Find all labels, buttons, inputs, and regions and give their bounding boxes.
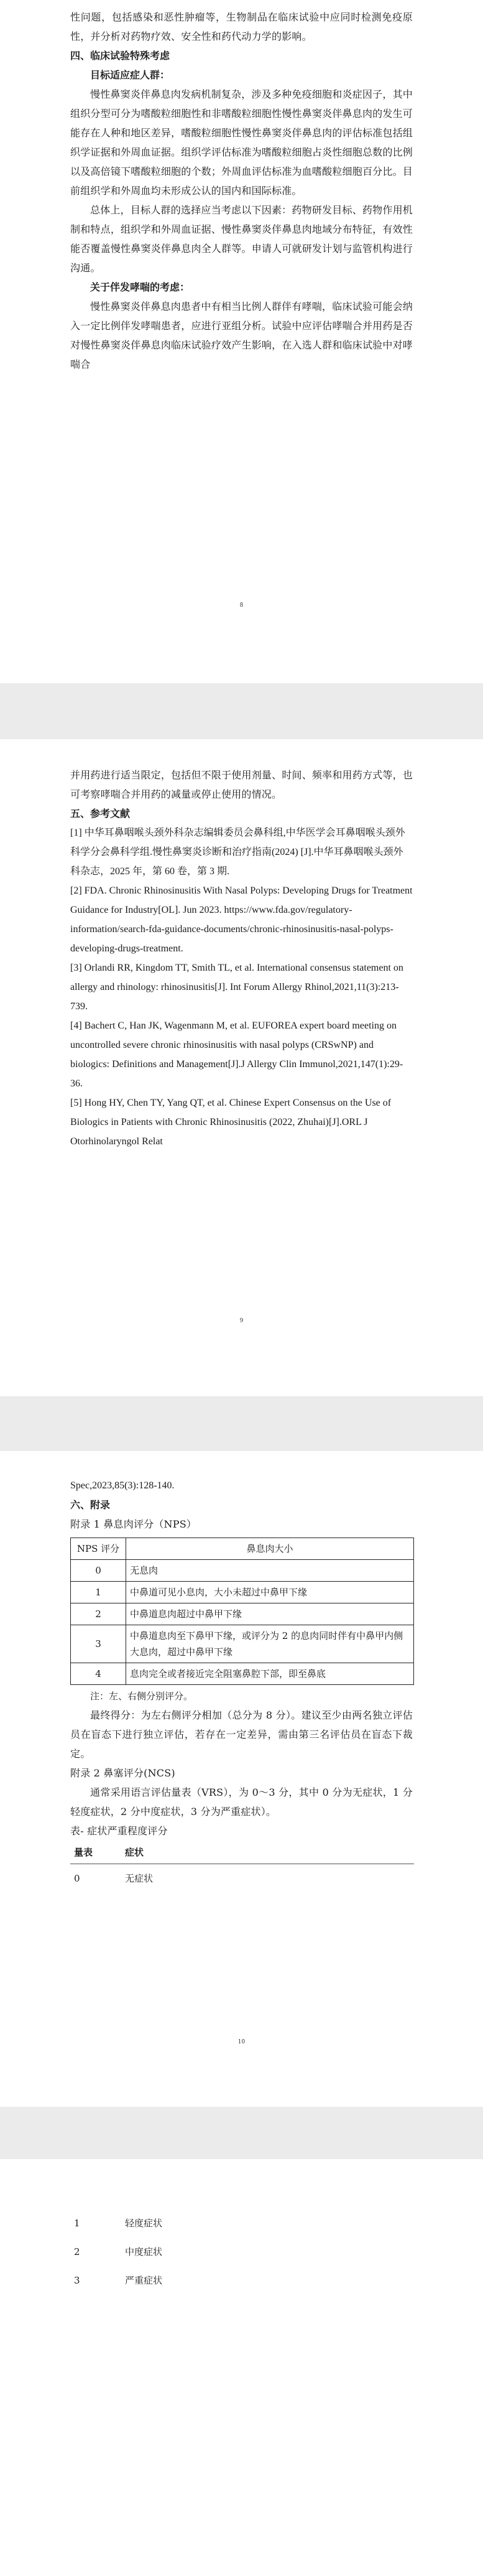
nps-description: 中鼻道息肉至下鼻甲下缘，或评分为 2 的息肉同时伴有中鼻甲内侧大息肉，超过中鼻甲下缘: [126, 1625, 414, 1663]
paragraph-continuation: 并用药进行适当限定，包括但不限于使用剂量、时间、频率和用药方式等，也可考察哮喘合并用药的减量或停止使用的情况。: [70, 769, 413, 800]
symptom-score: 2: [74, 2246, 80, 2257]
page-number: 10: [237, 2039, 246, 2045]
nps-header-size: 鼻息肉大小: [126, 1538, 414, 1560]
table-caption: 表- 症状严重程度评分: [70, 1825, 168, 1837]
appendix-2-title: 附录 2 鼻塞评分(NCS): [70, 1767, 175, 1779]
appendix-1-title: 附录 1 鼻息肉评分（NPS）: [70, 1518, 197, 1530]
reference-1: [1] 中华耳鼻咽喉头颈外科杂志编辑委员会鼻科组,中华医学会耳鼻咽喉头颈外科学分会鼻科学组.慢性鼻窦炎诊断和治疗指南(2024) [J].中华耳鼻咽喉头颈外科杂志，2025 年，第 60 卷，第 3 期.: [70, 828, 405, 877]
nps-header-score: NPS 评分: [71, 1538, 126, 1560]
symptom-header-symptom: 症状: [121, 1841, 414, 1864]
symptom-score: 0: [74, 1873, 80, 1884]
nps-score: 3: [71, 1625, 126, 1663]
document-page-8: [0, 0, 483, 683]
reference-2: [2] FDA. Chronic Rhinosinusitis With Nasal Polyps: Developing Drugs for Treatment Guidance for Industry[OL]. Jun 2023. https://www.fda.gov/regulatory-information/search-fda-guidance-documents/chronic-rhinosinusitis-nasal-polyps-developing-drugs-treatment.: [70, 885, 413, 954]
page-number: 9: [239, 1318, 244, 1324]
symptom-score: 3: [74, 2275, 80, 2286]
section-heading-references: 五、参考文献: [70, 808, 131, 819]
nps-description: 无息肉: [126, 1560, 414, 1582]
table-row: [70, 2209, 414, 2238]
page-number: 8: [239, 602, 244, 609]
table-row: [71, 1582, 414, 1603]
document-page-10: [0, 1451, 483, 2107]
nps-description: 中鼻道可见小息肉，大小未超过中鼻甲下缘: [126, 1582, 414, 1603]
symptom-label: 严重症状: [125, 2275, 163, 2286]
table-row: [70, 1864, 414, 1893]
document-page-9: [0, 739, 483, 1396]
nps-description: 息肉完全或者接近完全阻塞鼻腔下部，即至鼻底: [126, 1663, 414, 1685]
paragraph-continuation: 性问题，包括感染和恶性肿瘤等，生物制品在临床试验中应同时检测免疫原性，并分析对药物疗效、安全性和药代动力学的影响。: [70, 11, 413, 42]
symptom-label: 轻度症状: [125, 2218, 163, 2229]
nps-score: 2: [71, 1603, 126, 1625]
symptom-severity-table-continued: [70, 2209, 414, 2295]
nps-score: 0: [71, 1560, 126, 1582]
table-row: [71, 1560, 414, 1582]
symptom-severity-table: [70, 1841, 414, 1893]
reference-3: [3] Orlandi RR, Kingdom TT, Smith TL, et al. International consensus statement on allergy and rhinology: rhinosinusitis[J]. Int Forum Allergy Rhinol,2021,11(3):213-739.: [70, 963, 403, 1012]
nps-score: 4: [71, 1663, 126, 1685]
nps-score: 1: [71, 1582, 126, 1603]
table-row: [71, 1625, 414, 1663]
symptom-header-scale: 量表: [70, 1841, 121, 1864]
subheading-target-population: 目标适应症人群：: [90, 69, 170, 81]
section-heading-appendix: 六、附录: [70, 1499, 111, 1511]
document-page-11: [0, 2159, 483, 2576]
table-row: [70, 2238, 414, 2266]
paragraph-asthma: 慢性鼻窦炎伴鼻息肉患者中有相当比例人群伴有哮喘，临床试验可能会纳入一定比例伴发哮喘患者，应进行亚组分析。试验中应评估哮喘合并用药是否对慢性鼻窦炎伴鼻息肉临床试验疗效产生影响，在入选人群和临床试验中对哮喘合: [70, 301, 413, 370]
table-row: [71, 1663, 414, 1685]
section-heading-clinical-trial: 四、临床试验特殊考虑: [70, 50, 170, 62]
paragraph-target-population: 慢性鼻窦炎伴鼻息肉发病机制复杂，涉及多种免疫细胞和炎症因子，其中组织分型可分为嗜酸粒细胞性和非嗜酸粒细胞性慢性鼻窦炎伴鼻息肉的发生可能存在人种和地区差异，嗜酸粒细胞性慢性鼻窦炎伴鼻息肉的评估标准包括组织学证据和外周血证据。组织学评估标准为嗜酸粒细胞占炎性细胞总数的比例以及高倍镜下嗜酸粒细胞的个数；外周血评估标准为血嗜酸粒细胞百分比。目前组织学和外周血均未形成公认的国内和国际标准。: [70, 88, 413, 197]
reference-5-continuation: Spec,2023,85(3):128-140.: [70, 1480, 175, 1491]
table-row: [71, 1603, 414, 1625]
symptom-score: 1: [74, 2218, 80, 2229]
paragraph-target-factors: 总体上，目标人群的选择应当考虑以下因素：药物研发目标、药物作用机制和特点，组织学和外周血证据、慢性鼻窦炎伴鼻息肉地域分布特征，有效性能否覆盖慢性鼻窦炎伴鼻息肉全人群等。申请人可就研发计划与监管机构进行沟通。: [70, 204, 413, 274]
nps-description: 中鼻道息肉超过中鼻甲下缘: [126, 1603, 414, 1625]
reference-4: [4] Bachert C, Han JK, Wagenmann M, et al. EUFOREA expert board meeting on uncontrolled severe chronic rhinosinusitis with nasal polyps (CRSwNP) and biologics: Definitions and Management[J].J Allergy Clin Immunol,2021,147(1):29-36.: [70, 1020, 403, 1089]
symptom-label: 中度症状: [125, 2246, 163, 2257]
reference-5: [5] Hong HY, Chen TY, Yang QT, et al. Chinese Expert Consensus on the Use of Biologics in Patients with Chronic Rhinosinusitis (2022, Zhuhai)[J].ORL J Otorhinolaryngol Relat: [70, 1098, 392, 1147]
nps-table: [70, 1538, 414, 1685]
symptom-label: 无症状: [125, 1873, 154, 1884]
subheading-asthma: 关于伴发哮喘的考虑：: [90, 281, 190, 293]
table-row: [70, 2266, 414, 2295]
ncs-description: 通常采用语言评估量表（VRS），为 0～3 分，其中 0 分为无症状，1 分轻度症状，2 分中度症状，3 分为严重症状）。: [70, 1786, 413, 1818]
final-score-paragraph: 最终得分：为左右侧评分相加（总分为 8 分）。建议至少由两名独立评估员在盲态下进行独立评估，若存在一定差异，需由第三名评估员在盲态下裁定。: [70, 1709, 413, 1760]
nps-note: 注：左、右侧分别评分。: [90, 1691, 193, 1702]
